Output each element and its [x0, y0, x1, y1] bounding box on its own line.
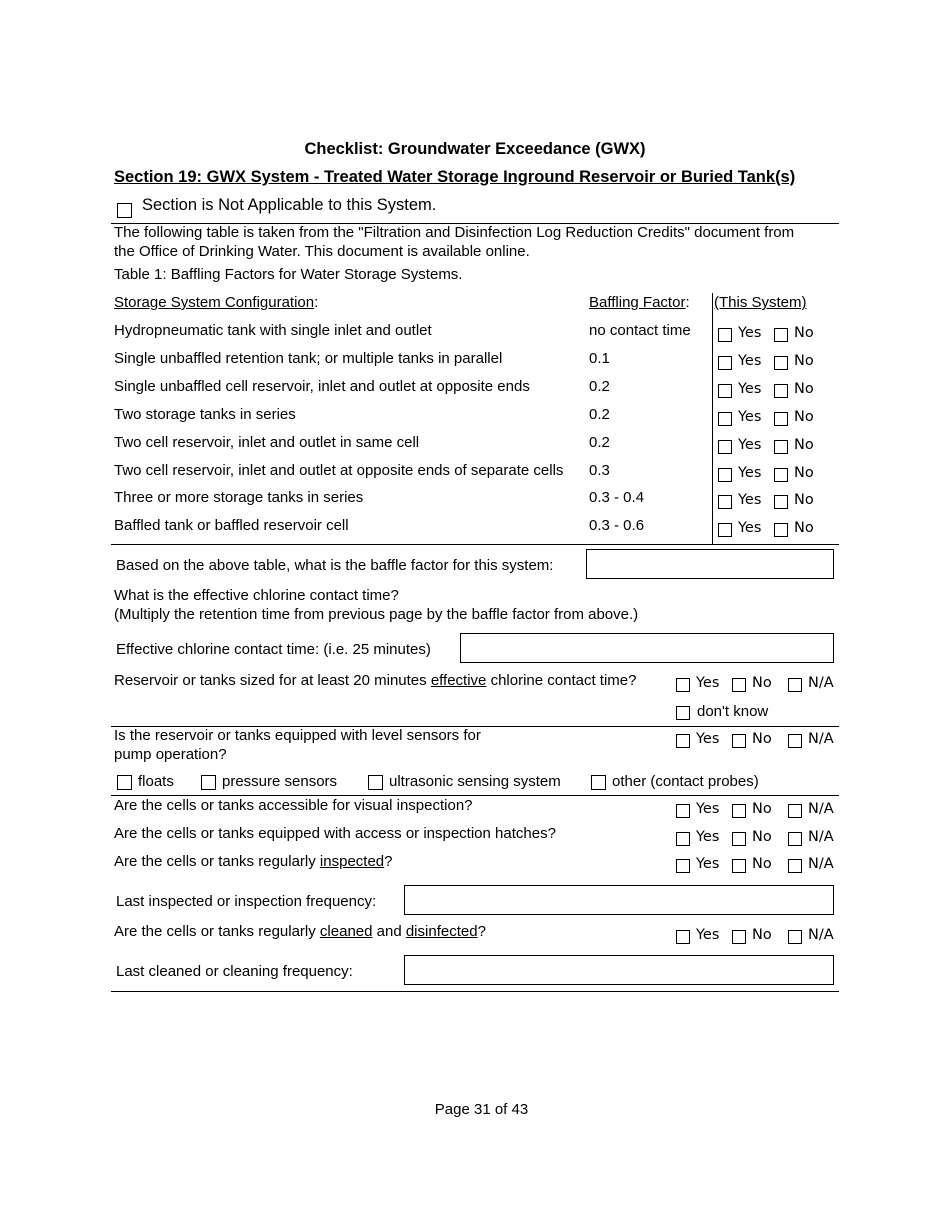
row-no-label: No — [794, 352, 814, 369]
row-no-checkbox[interactable] — [774, 412, 788, 426]
divider — [111, 795, 839, 796]
page-title: Checklist: Groundwater Exceedance (GWX) — [304, 140, 646, 158]
row-no-checkbox[interactable] — [774, 495, 788, 509]
col-header-this-system: (This System) — [714, 294, 807, 311]
col-header-factor: Baffling Factor: — [589, 294, 690, 311]
row-yes-checkbox[interactable] — [718, 440, 732, 454]
last-inspected-input[interactable] — [404, 885, 834, 915]
divider — [111, 991, 839, 992]
row-no-label: No — [794, 325, 814, 341]
sized-yes-label: Yes — [696, 675, 720, 691]
row-yes-checkbox[interactable] — [718, 468, 732, 482]
row-no-label: No — [794, 520, 814, 537]
row-yes-checkbox[interactable] — [718, 384, 732, 398]
section-heading: Section 19: GWX System - Treated Water Storage Inground Reservoir or Buried Tank(s) — [114, 168, 796, 186]
table-row-config: Two cell reservoir, inlet and outlet at opposite ends of separate cells — [114, 461, 564, 479]
level-sensors-na-checkbox[interactable] — [788, 734, 802, 748]
page-number: Page 31 of 43 — [434, 1101, 529, 1118]
row-no-checkbox[interactable] — [774, 328, 788, 342]
inspected-question: Are the cells or tanks regularly inspected? — [114, 853, 393, 870]
not-applicable-checkbox[interactable] — [117, 203, 132, 218]
row-no-label: No — [794, 408, 814, 425]
level-sensors-no-checkbox[interactable] — [732, 734, 746, 748]
sized-yes-checkbox[interactable] — [676, 678, 690, 692]
row-no-checkbox[interactable] — [774, 523, 788, 537]
effective-time-input[interactable] — [460, 633, 834, 663]
table-row-factor: 0.2 — [589, 377, 610, 395]
effective-time-note: (Multiply the retention time from previous page by the baffle factor from above.) — [114, 606, 639, 623]
row-yes-checkbox[interactable] — [718, 523, 732, 537]
accessible-yes-label: Yes — [696, 801, 720, 817]
inspected-no-checkbox[interactable] — [732, 859, 746, 873]
inspected-yes-label: Yes — [696, 856, 720, 872]
divider — [111, 544, 839, 545]
level-sensors-na-label: N/A — [808, 731, 834, 747]
sensor-other-label: other (contact probes) — [612, 773, 759, 790]
sensor-other-checkbox[interactable] — [591, 775, 606, 790]
sensor-ultrasonic-checkbox[interactable] — [368, 775, 383, 790]
intro-line-2: the Office of Drinking Water. This document is available online. — [114, 243, 530, 260]
level-sensors-yes-label: Yes — [696, 731, 720, 747]
cleaned-no-label: No — [752, 927, 772, 943]
col-header-config: Storage System Configuration: — [114, 294, 319, 311]
row-no-checkbox[interactable] — [774, 356, 788, 370]
hatches-na-checkbox[interactable] — [788, 832, 802, 846]
last-cleaned-label: Last cleaned or cleaning frequency: — [116, 963, 353, 980]
last-inspected-label: Last inspected or inspection frequency: — [116, 893, 377, 910]
level-sensors-yes-checkbox[interactable] — [676, 734, 690, 748]
accessible-no-checkbox[interactable] — [732, 804, 746, 818]
row-yes-label: Yes — [738, 464, 762, 481]
sized-na-checkbox[interactable] — [788, 678, 802, 692]
row-yes-label: Yes — [738, 436, 762, 453]
hatches-yes-label: Yes — [696, 829, 720, 845]
accessible-na-checkbox[interactable] — [788, 804, 802, 818]
row-no-label: No — [794, 492, 814, 509]
cleaned-na-checkbox[interactable] — [788, 930, 802, 944]
row-yes-label: Yes — [738, 520, 762, 537]
inspected-yes-checkbox[interactable] — [676, 859, 690, 873]
sensor-pressure-label: pressure sensors — [222, 773, 338, 790]
row-no-label: No — [794, 464, 814, 481]
sensor-ultrasonic-label: ultrasonic sensing system — [389, 773, 561, 790]
table-row-factor: 0.2 — [589, 405, 610, 423]
accessible-no-label: No — [752, 801, 772, 817]
table-row-factor: 0.3 - 0.4 — [589, 489, 645, 507]
accessible-na-label: N/A — [808, 801, 834, 817]
hatches-no-label: No — [752, 829, 772, 845]
table-row-factor: no contact time — [589, 322, 691, 339]
inspected-na-label: N/A — [808, 856, 834, 872]
level-sensors-no-label: No — [752, 731, 772, 747]
row-yes-checkbox[interactable] — [718, 412, 732, 426]
sized-dont-know-label: don't know — [697, 703, 769, 720]
baffle-factor-input[interactable] — [586, 549, 834, 579]
row-yes-label: Yes — [738, 408, 762, 425]
not-applicable-label: Section is Not Applicable to this System. — [142, 196, 437, 214]
sized-no-label: No — [752, 675, 772, 691]
row-no-checkbox[interactable] — [774, 468, 788, 482]
sized-dont-know-checkbox[interactable] — [676, 706, 690, 720]
table-row-factor: 0.1 — [589, 349, 610, 367]
effective-time-question: What is the effective chlorine contact time? — [114, 587, 399, 604]
accessible-yes-checkbox[interactable] — [676, 804, 690, 818]
table-row-config: Two storage tanks in series — [114, 405, 296, 423]
hatches-yes-checkbox[interactable] — [676, 832, 690, 846]
inspected-no-label: No — [752, 856, 772, 872]
table-row-config: Hydropneumatic tank with single inlet and outlet — [114, 322, 432, 339]
row-no-label: No — [794, 436, 814, 453]
sized-na-label: N/A — [808, 675, 834, 691]
table-row-factor: 0.2 — [589, 433, 610, 451]
sized-no-checkbox[interactable] — [732, 678, 746, 692]
table-row-config: Three or more storage tanks in series — [114, 489, 364, 507]
hatches-question: Are the cells or tanks equipped with access or inspection hatches? — [114, 825, 556, 842]
sensor-floats-checkbox[interactable] — [117, 775, 132, 790]
row-yes-label: Yes — [738, 492, 762, 509]
table-row-config: Baffled tank or baffled reservoir cell — [114, 517, 349, 535]
hatches-no-checkbox[interactable] — [732, 832, 746, 846]
row-yes-label: Yes — [738, 352, 762, 369]
cleaned-yes-checkbox[interactable] — [676, 930, 690, 944]
row-yes-checkbox[interactable] — [718, 495, 732, 509]
row-yes-label: Yes — [738, 380, 762, 397]
table-row-factor: 0.3 - 0.6 — [589, 517, 645, 535]
sensor-floats-label: floats — [138, 773, 174, 790]
table-column-divider — [712, 293, 713, 544]
table-caption: Table 1: Baffling Factors for Water Storage Systems. — [114, 266, 463, 283]
cleaned-na-label: N/A — [808, 927, 834, 943]
sensor-pressure-checkbox[interactable] — [201, 775, 216, 790]
intro-line-1: The following table is taken from the "Filtration and Disinfection Log Reduction Credits" document from — [114, 224, 795, 241]
row-no-label: No — [794, 380, 814, 397]
table-row-factor: 0.3 — [589, 461, 610, 479]
last-cleaned-input[interactable] — [404, 955, 834, 985]
cleaned-yes-label: Yes — [696, 927, 720, 943]
cleaned-question: Are the cells or tanks regularly cleaned and disinfected? — [114, 923, 486, 940]
level-sensors-question-1: Is the reservoir or tanks equipped with level sensors for — [114, 727, 481, 744]
sized-question: Reservoir or tanks sized for at least 20 minutes effective chlorine contact time? — [114, 672, 637, 689]
hatches-na-label: N/A — [808, 829, 834, 845]
row-yes-checkbox[interactable] — [718, 356, 732, 370]
row-yes-label: Yes — [738, 325, 762, 341]
accessible-question: Are the cells or tanks accessible for visual inspection? — [114, 797, 473, 814]
row-no-checkbox[interactable] — [774, 440, 788, 454]
table-row-config: Single unbaffled cell reservoir, inlet and outlet at opposite ends — [114, 377, 530, 395]
inspected-na-checkbox[interactable] — [788, 859, 802, 873]
table-row-config: Single unbaffled retention tank; or multiple tanks in parallel — [114, 349, 503, 367]
cleaned-no-checkbox[interactable] — [732, 930, 746, 944]
table-row-config: Two cell reservoir, inlet and outlet in same cell — [114, 433, 420, 451]
level-sensors-question-2: pump operation? — [114, 746, 227, 763]
baffle-factor-question: Based on the above table, what is the baffle factor for this system: — [116, 557, 554, 574]
row-no-checkbox[interactable] — [774, 384, 788, 398]
effective-time-label: Effective chlorine contact time: (i.e. 25 minutes) — [116, 641, 431, 658]
row-yes-checkbox[interactable] — [718, 328, 732, 342]
